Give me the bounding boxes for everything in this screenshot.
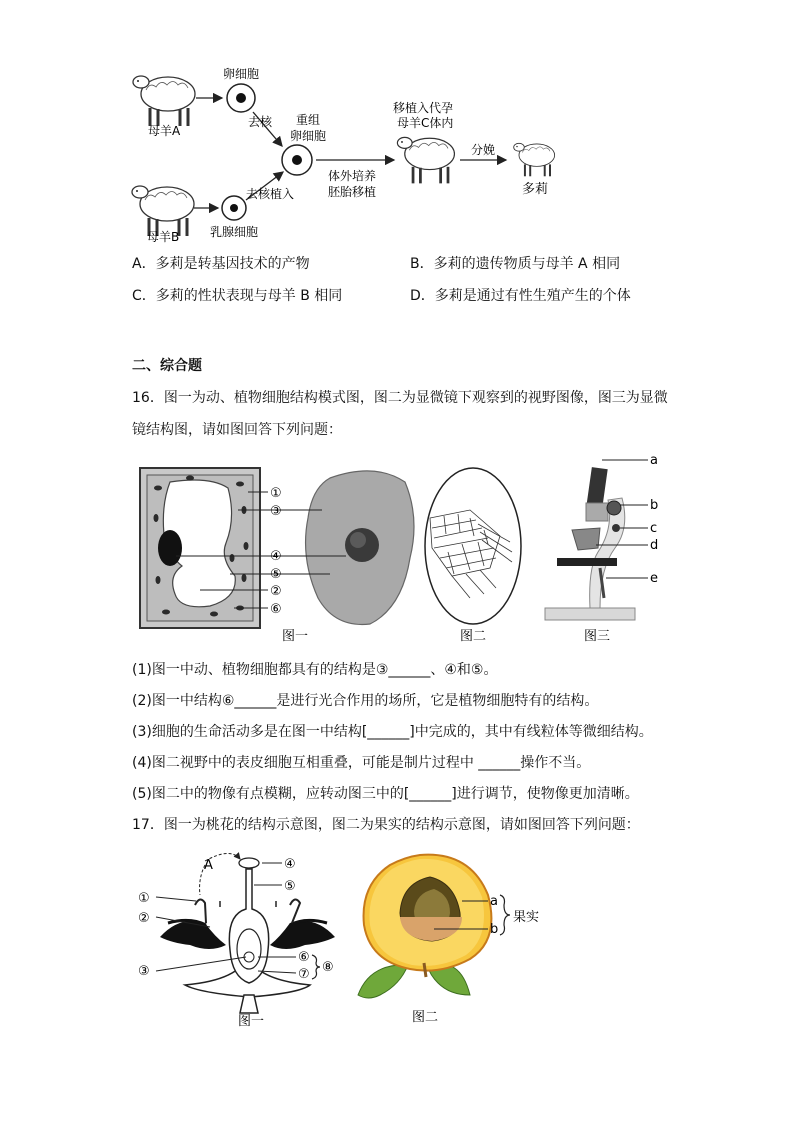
cloning-diagram (0, 0, 794, 250)
fig3-caption: 图三 (584, 629, 611, 644)
peach-fruit (358, 855, 491, 998)
remove-nucleus-implant-label: 去核植入 (246, 187, 295, 201)
fig1-caption: 图一 (282, 629, 309, 644)
flower-label-4: ④ (284, 857, 296, 872)
microscope-field (425, 468, 521, 624)
flower-leader-lines (156, 863, 296, 973)
fruit-label-a: a (490, 894, 498, 909)
surrogate-label-2: 母羊C体内 (397, 116, 454, 130)
flower-label-5: ⑤ (284, 879, 296, 894)
reconstructed-egg-cell (282, 145, 312, 175)
fruit-label-fruit: 果实 (513, 910, 540, 925)
remove-nucleus-label: 去核 (248, 115, 273, 129)
ewe-b-label: 母羊B (147, 230, 180, 244)
fruit-brace (500, 895, 510, 935)
flower-label-6: ⑥ (298, 950, 310, 965)
fig1-label-1: ① (270, 486, 282, 501)
fig1-label-5: ⑤ (270, 567, 282, 582)
q16-sub4: (4)图二视野中的表皮细胞互相重叠，可能是制片过程中 ______操作不当。 (132, 755, 591, 771)
flower-label-A: A (204, 858, 213, 873)
fig1-label-4: ④ (270, 549, 282, 564)
flower-label-8: ⑧ (322, 960, 334, 975)
section-title: 二、综合题 (132, 358, 202, 374)
animal-cell (306, 471, 414, 625)
q17-stem: 17．图一为桃花的结构示意图，图二为果实的结构示意图，请如图回答下列问题： (132, 817, 640, 833)
peach-flower (160, 853, 335, 1013)
microscope (545, 467, 635, 620)
q17-figures (0, 845, 794, 1035)
q16-sub5: (5)图二中的物像有点模糊，应转动图三中的[______]进行调节，使物像更加清晰。 (132, 786, 639, 802)
q16-sub2: (2)图一中结构⑥______是进行光合作用的场所，它是植物细胞特有的结构。 (132, 693, 599, 709)
surrogate-label-1: 移植入代孕 (393, 101, 454, 115)
flower-label-3: ③ (138, 964, 150, 979)
reconstructed-egg-label-2: 卵细胞 (290, 129, 327, 143)
ewe-a-label: 母羊A (148, 124, 181, 138)
fruit-label-b: b (490, 922, 499, 937)
culture-label-1: 体外培养 (328, 169, 377, 183)
flower-label-1: ① (138, 891, 150, 906)
flower-label-2: ② (138, 911, 150, 926)
fig3-label-d: d (650, 538, 659, 553)
dolly-label: 多莉 (522, 182, 549, 197)
ewe-a-image (133, 76, 195, 126)
brace-8 (312, 955, 320, 979)
flower-caption: 图一 (238, 1014, 265, 1029)
ewe-b-image (132, 186, 194, 236)
fig2-caption: 图二 (460, 629, 487, 644)
fig3-label-e: e (650, 571, 658, 586)
flower-label-7: ⑦ (298, 967, 310, 982)
fig3-label-a: a (650, 453, 658, 468)
mammary-cell-label: 乳腺细胞 (210, 225, 259, 239)
q15-option-c: C．多莉的性状表现与母羊 B 相同 (132, 288, 343, 304)
q16-sub3: (3)细胞的生命活动多是在图一中结构[______]中完成的，其中有线粒体等微细结构。 (132, 724, 653, 740)
fig1-label-3: ③ (270, 504, 282, 519)
egg-cell (227, 84, 255, 112)
egg-cell-label: 卵细胞 (223, 67, 260, 81)
fig1-label-6: ⑥ (270, 602, 282, 617)
q15-option-d: D．多莉是通过有性生殖产生的个体 (410, 288, 631, 304)
delivery-label: 分娩 (471, 143, 496, 157)
fig1-label-2: ② (270, 584, 282, 599)
culture-label-2: 胚胎移植 (328, 185, 377, 199)
plant-cell (140, 468, 260, 628)
q16-stem-line2: 镜结构图，请如图回答下列问题： (132, 422, 342, 438)
q16-stem-line1: 16．图一为动、植物细胞结构模式图，图二为显微镜下观察到的视野图像，图三为显微 (132, 390, 668, 406)
cloning-diagram-svg (0, 0, 794, 250)
fruit-caption: 图二 (412, 1010, 439, 1025)
q15-option-b: B．多莉的遗传物质与母羊 A 相同 (410, 256, 621, 272)
q17-figures-svg (0, 845, 794, 1035)
q16-sub1: (1)图一中动、植物细胞都具有的结构是③______、④和⑤。 (132, 662, 498, 678)
dolly-image (514, 143, 555, 176)
q15-option-a: A．多莉是转基因技术的产物 (132, 256, 310, 272)
fig3-label-b: b (650, 498, 659, 513)
q16-figures-svg (0, 448, 794, 648)
mammary-cell (222, 196, 246, 220)
fig3-label-c: c (650, 521, 658, 536)
reconstructed-egg-label-1: 重组 (296, 113, 321, 127)
q16-figures (0, 448, 794, 648)
ewe-c-image (397, 137, 454, 183)
